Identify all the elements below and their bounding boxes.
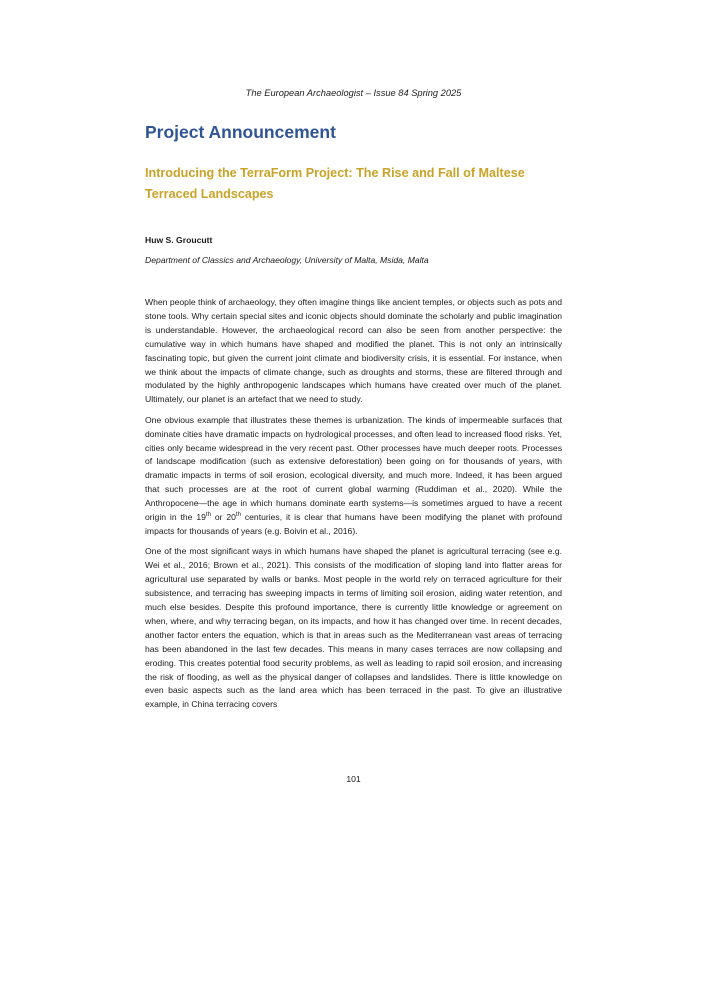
paragraph-2-text-c: centuries, it is clear that humans have been modifying the planet with profound impacts for thousands of years (e.g. Boivin et al., 2016).: [145, 512, 562, 536]
paragraph-1: When people think of archaeology, they often imagine things like ancient temples, or objects such as pots and stone tools. Why certain special sites and iconic objects should dominate the scholarly and public imagination is understandable. However, the archaeological record can also be seen from another perspective: the cumulative way in which humans have shaped and modified the planet. This is not only an intrinsically fascinating topic, but given the current joint climate and biodiversity crisis, it is essential. For instance, when we think about the impacts of climate change, such as droughts and storms, these are filtered through and modulated by the highly anthropogenic landscapes which humans have created over much of the planet. Ultimately, our planet is an artefact that we need to study.: [145, 297, 562, 405]
paragraph-3: One of the most significant ways in which humans have shaped the planet is agricultural terracing (see e.g. Wei et al., 2016; Brown et al., 2021). This consists of the modification of sloping land into flatter areas for agricultural use separated by walls or banks. Most people in the world rely on terraced agriculture for their subsistence, and terracing has sweeping impacts in terms of limiting soil erosion, aiding water retention, and much else besides. Despite this profound importance, there is currently little knowledge or agreement on when, where, and why terracing began, on its impacts, and how it has changed over time. In recent decades, another factor enters the equation, which is that in areas such as the Mediterranean vast areas of terracing has been abandoned in the last few decades. This means in many cases terraces are now collapsing and eroding. This creates potential food security problems, as well as leading to rapid soil erosion, and increasing the risk of flooding, as well as the physical danger of collapses and landslides. There is little knowledge on even basic aspects such as the land area which has been terraced in the past. To give an illustrative example, in China terracing covers: [145, 546, 562, 710]
page-number: 101: [346, 774, 361, 784]
section-title: Project Announcement: [145, 122, 336, 142]
author-name: Huw S. Groucutt: [145, 235, 213, 245]
article-title: Introducing the TerraForm Project: The Rise and Fall of Maltese Terraced Landscapes: [145, 166, 525, 201]
author-affiliation: Department of Classics and Archaeology, University of Malta, Msida, Malta: [145, 255, 429, 265]
paragraph-2: [145, 414, 562, 539]
article-body: [145, 296, 562, 719]
running-header: The European Archaeologist – Issue 84 Spring 2025: [245, 88, 462, 98]
paragraph-2-text-a: One obvious example that illustrates these themes is urbanization. The kinds of impermeable surfaces that dominate cities have dramatic impacts on hydrological processes, and often lead to increased flood risks. Yet, cities only became widespread in the very recent past. Other processes have much deeper roots. Processes of landscape modification (such as extensive deforestation) been going on for thousands of years, with dramatic impacts in terms of soil erosion, ecological diversity, and much more. Indeed, it has been argued that such processes are at the root of current global warming (Ruddiman et al., 2020). While the Anthropocene—the age in which humans dominate earth systems—is sometimes argued to have a recent origin in the 19: [145, 414, 562, 523]
ordinal-suffix: th: [205, 512, 211, 519]
ordinal-suffix: th: [235, 512, 241, 519]
paragraph-2-text-b: or 20: [210, 512, 236, 523]
